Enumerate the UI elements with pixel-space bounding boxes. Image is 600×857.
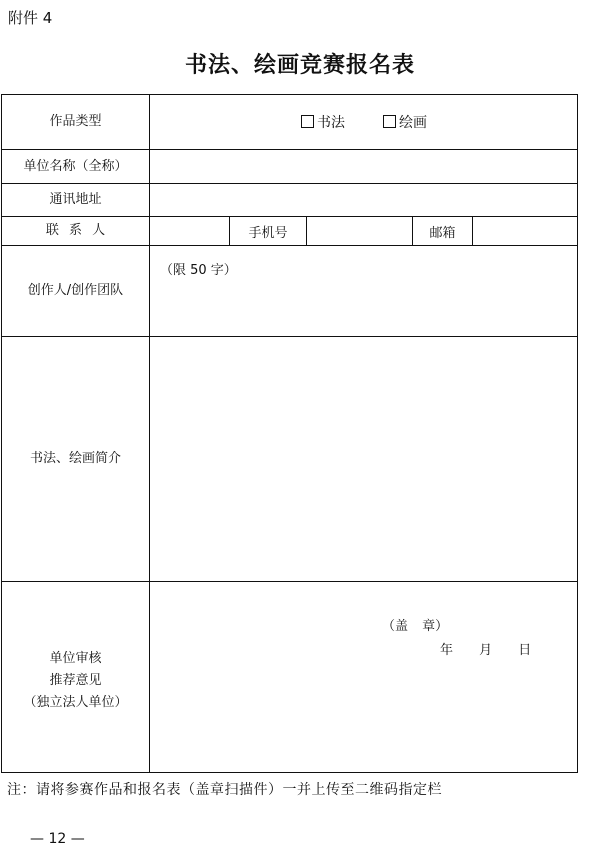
option-painting[interactable] <box>383 112 427 132</box>
review-label-line: 单位审核 <box>49 651 102 666</box>
option-calligraphy-label: 书法 <box>317 115 345 131</box>
work-type-options <box>150 95 578 149</box>
page-number: — 12 — <box>30 831 85 847</box>
email-label: 邮箱 <box>429 225 456 241</box>
address-label: 通讯地址 <box>49 192 102 207</box>
intro-field[interactable] <box>150 337 578 581</box>
footnote: 注：请将参赛作品和报名表（盖章扫描件）一并上传至二维码指定栏 <box>7 782 442 798</box>
seal-text-content: （盖 章） <box>382 619 449 634</box>
address-field[interactable] <box>150 184 578 216</box>
email-field[interactable] <box>473 217 578 245</box>
contact-label <box>2 217 149 245</box>
review-label-line: （独立法人单位） <box>23 695 128 710</box>
creator-label: 创作人/创作团队 <box>27 283 124 298</box>
unit-name-label: 单位名称（全称） <box>23 158 128 174</box>
registration-form-table <box>1 94 578 773</box>
option-calligraphy[interactable] <box>301 112 345 132</box>
contact-label-text: 联 系 人 <box>45 223 106 238</box>
work-type-label: 作品类型 <box>49 114 102 129</box>
option-painting-label: 绘画 <box>399 115 427 131</box>
date-text: 年 月 日 <box>440 643 532 658</box>
seal-text <box>382 615 448 634</box>
form-title: 书法、绘画竞赛报名表 <box>184 52 415 78</box>
unit-name-field[interactable] <box>150 150 578 183</box>
review-label-line: 推荐意见 <box>49 673 102 688</box>
phone-field[interactable] <box>307 217 412 245</box>
annex-label: 附件 4 <box>8 9 53 27</box>
intro-limit-note: （限 50 字） <box>160 263 237 278</box>
intro-label: 书法、绘画简介 <box>29 451 121 466</box>
phone-label: 手机号 <box>248 225 288 241</box>
review-label <box>2 582 149 772</box>
checkbox-icon[interactable] <box>301 115 314 128</box>
contact-field[interactable] <box>150 217 229 245</box>
checkbox-icon[interactable] <box>383 115 396 128</box>
